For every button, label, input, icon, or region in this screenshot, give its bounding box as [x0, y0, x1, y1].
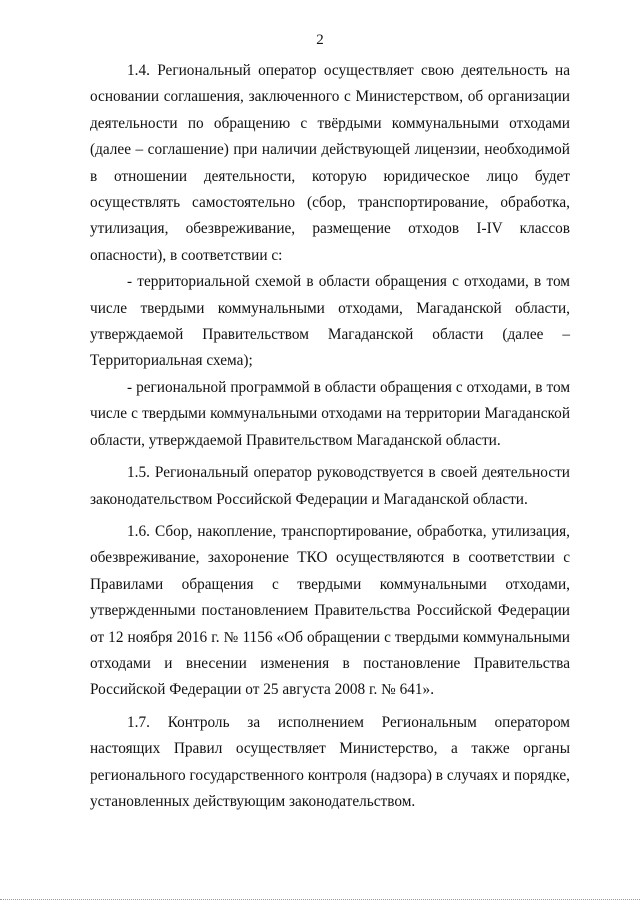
paragraph-1-4: 1.4. Региональный оператор осуществляет свою деятельность на основании соглашения, заключенного с Министерством, об организации деятельности по обращению с твёрдыми коммунальными отходами (далее – соглашение) при наличии действующей лицензии, необходимой в отношении деятельности, которую юридическое лицо будет осуществлять самостоятельно (сбор, транспортирование, обработка, утилизация, обезвреживание, размещение отходов I-IV классов опасности), в соответствии с: — [90, 62, 570, 264]
paragraph-1-7: 1.7. Контроль за исполнением Региональным оператором настоящих Правил осуществляет Министерство, а также органы регионального государственного контроля (надзора) в случаях и порядке, установленных действующим законодательством. — [90, 713, 570, 810]
paragraph-1-4-list-item-regional-program: - региональной программой в области обращения с отходами, в том числе с твердыми коммунальными отходами на территории Магаданской области, утверждаемой Правительством Магаданской области. — [90, 378, 570, 449]
paragraph-1-4-list-item-territorial-scheme: - территориальной схемой в области обращения с отходами, в том числе твердыми коммунальными отходами, Магаданской области, утверждаемой Правительством Магаданской области (далее – Территориальная схема); — [90, 273, 570, 370]
paragraph-1-6: 1.6. Сбор, накопление, транспортирование, обработка, утилизация, обезвреживание, захоронение ТКО осуществляются в соответствии с Правилами обращения с твердыми коммунальными отходами, утвержденными постановлением Правительства Российской Федерации от 12 ноября 2016 г. № 1156 «Об обращении с твердыми коммунальными отходами и внесении изменения в постановление Правительства Российской Федерации от 25 августа 2008 г. № 641». — [90, 522, 570, 699]
document-body — [90, 58, 570, 815]
paragraph-1-5: 1.5. Региональный оператор руководствуется в своей деятельности законодательством Российской Федерации и Магаданской области. — [90, 464, 570, 508]
page-bottom-rule — [0, 899, 640, 900]
page-number: 2 — [316, 32, 324, 48]
